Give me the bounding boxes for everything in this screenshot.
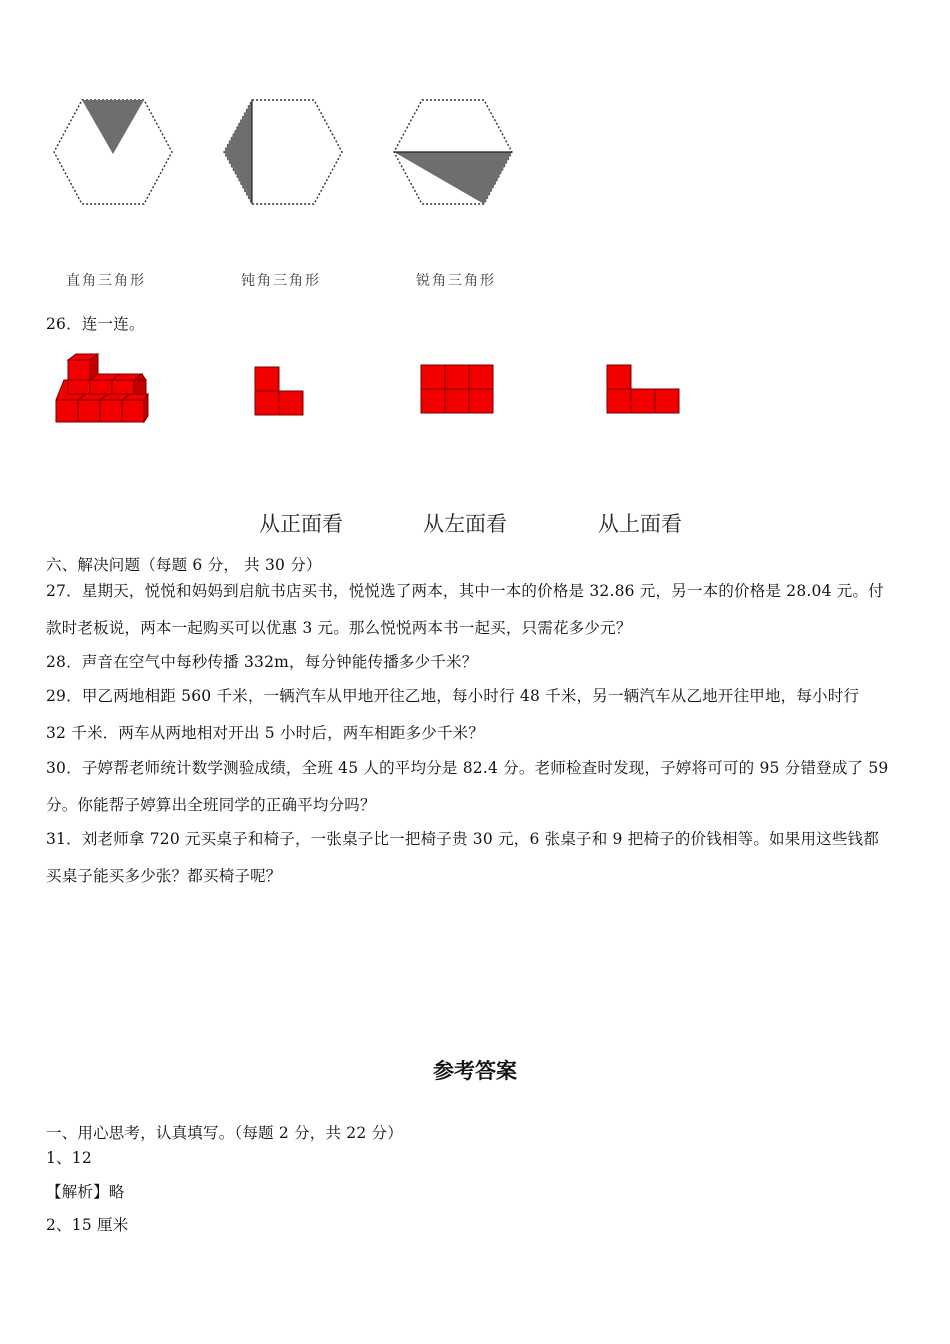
section-6-heading: 六、解决问题（每题 6 分， 共 30 分） bbox=[46, 556, 322, 574]
question-27-line-1: 27．星期天，悦悦和妈妈到启航书店买书，悦悦选了两本，其中一本的价格是 32.86 元，另一本的价格是 28.04 元。付 bbox=[46, 582, 884, 600]
view-label-left: 从左面看 bbox=[423, 512, 507, 536]
question-29-line-1: 29．甲乙两地相距 560 千米，一辆汽车从甲地开往乙地，每小时行 48 千米，另一辆汽车从乙地开往甲地，每小时行 bbox=[46, 687, 860, 705]
answer-1: 1、12 bbox=[46, 1149, 92, 1167]
caption-acute-triangle: 锐角三角形 bbox=[416, 273, 496, 289]
question-28: 28．声音在空气中每秒传播 332m，每分钟能传播多少千米？ bbox=[46, 653, 478, 671]
question-30-line-2: 分。你能帮子婷算出全班同学的正确平均分吗？ bbox=[46, 796, 376, 814]
front-view-grid-figure bbox=[420, 364, 496, 416]
question-31-line-1: 31．刘老师拿 720 元买桌子和椅子，一张桌子比一把椅子贵 30 元，6 张桌子和 9 把椅子的价钱相等。如果用这些钱都 bbox=[46, 830, 879, 848]
caption-obtuse-triangle: 钝角三角形 bbox=[241, 273, 321, 289]
question-29-line-2: 32 千米．两车从两地相对开出 5 小时后，两车相距多少千米？ bbox=[46, 724, 485, 742]
hexagon-obtuse-triangle-figure bbox=[218, 96, 348, 208]
answer-1-analysis: 【解析】略 bbox=[46, 1183, 125, 1201]
question-30-line-1: 30．子婷帮老师统计数学测验成绩，全班 45 人的平均分是 82.4 分。老师检查时发现，子婷将可可的 95 分错登成了 59 bbox=[46, 759, 889, 777]
cube-stack-3d-figure bbox=[52, 350, 152, 426]
hexagon-acute-triangle-figure bbox=[388, 96, 518, 208]
question-26-label: 26．连一连。 bbox=[46, 315, 145, 333]
question-27-line-2: 款时老板说，两本一起购买可以优惠 3 元。那么悦悦两本书一起买，只需花多少元？ bbox=[46, 619, 632, 637]
left-view-l-shape-figure bbox=[254, 366, 306, 418]
caption-right-triangle: 直角三角形 bbox=[66, 273, 146, 289]
top-view-l-shape-figure bbox=[606, 364, 682, 416]
view-label-front: 从正面看 bbox=[259, 512, 343, 536]
question-31-line-2: 买桌子能买多少张？都买椅子呢？ bbox=[46, 867, 282, 885]
view-label-top: 从上面看 bbox=[598, 512, 682, 536]
answer-2: 2、15 厘米 bbox=[46, 1216, 129, 1234]
answer-key-title: 参考答案 bbox=[433, 1058, 517, 1083]
answer-section-1-heading: 一、用心思考，认真填写。（每题 2 分，共 22 分） bbox=[46, 1124, 403, 1142]
hexagon-right-triangle-figure bbox=[48, 96, 178, 208]
